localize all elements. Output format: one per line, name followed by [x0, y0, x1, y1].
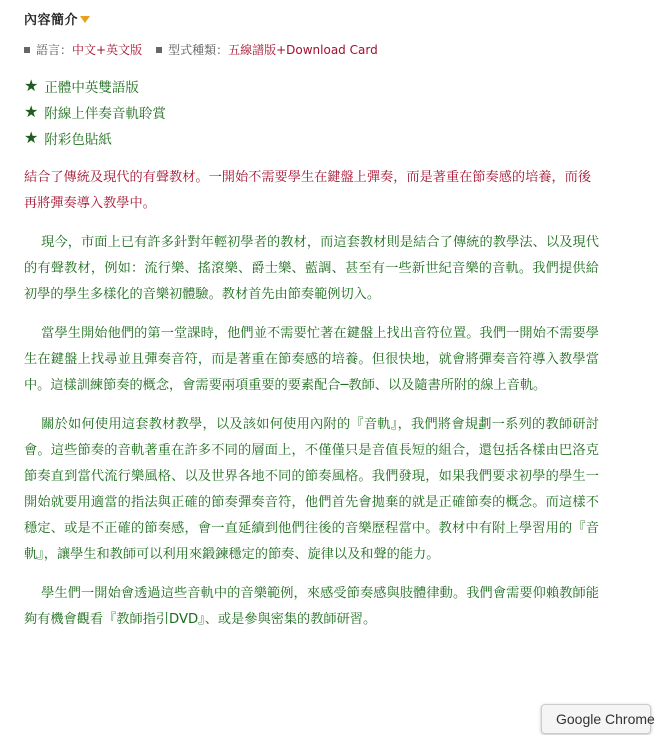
format-label: 型式種類： [168, 43, 229, 57]
square-icon [24, 47, 30, 53]
section-title: 內容簡介 [24, 12, 79, 28]
google-chrome-chip[interactable]: Google Chrome [541, 704, 651, 734]
product-meta-line [24, 41, 599, 59]
triangle-down-icon[interactable] [80, 16, 90, 23]
body-paragraph: 關於如何使用這套教材教學，以及該如何使用內附的『音軌』，我們將會規劃一系列的教師研討會。這些節奏的音軌著重在許多不同的層面上，不僅僅只是音值長短的組合，還包括各樣由巴洛克節奏直到當代流行樂風格、以及世界各地不同的節奏風格。我們發現，如果我們要求初學的學生一開始就要用適當的指法與正確的節奏彈奏音符，他們首先會拋棄的就是正確節奏的概念。而這樣不穩定、或是不正確的節奏感，會一直延續到他們往後的音樂歷程當中。教材中有附上學習用的『音軌』，讓學生和教師可以利用來鍛鍊穩定的節奏、旋律以及和聲的能力。 [24, 417, 599, 562]
body-paragraph: 現今，市面上已有許多針對年輕初學者的教材，而這套教材則是結合了傳統的教學法、以及現代的有聲教材，例如：流行樂、搖滾樂、爵士樂、藍調、甚至有一些新世紀音樂的音軌。我們提供給初學的學生多樣化的音樂初體驗。教材首先由節奏範例切入。 [24, 235, 599, 302]
intro-paragraph: 結合了傳統及現代的有聲教材。一開始不需要學生在鍵盤上彈奏，而是著重在節奏感的培養，而後再將彈奏導入教學中。 [24, 170, 592, 211]
feature-text: 附彩色貼紙 [44, 132, 112, 148]
language-label: 語言： [36, 43, 73, 57]
feature-text: 正體中英雙語版 [44, 80, 139, 96]
section-header[interactable] [24, 8, 599, 28]
star-icon: ★ [24, 76, 39, 95]
star-icon: ★ [24, 128, 39, 147]
format-value: 五線譜版+Download Card [228, 43, 378, 57]
star-icon: ★ [24, 102, 39, 121]
body-paragraph: 當學生開始他們的第一堂課時，他們並不需要忙著在鍵盤上找出音符位置。我們一開始不需要學生在鍵盤上找尋並且彈奏音符，而是著重在節奏感的培養。但很快地，就會將彈奏音符導入教學當中。這樣訓練節奏的概念，會需要兩項重要的要素配合─教師、以及隨書所附的線上音軌。 [24, 326, 599, 393]
feature-text: 附線上伴奏音軌聆賞 [44, 106, 166, 122]
body-paragraph: 學生們一開始會透過這些音軌中的音樂範例，來感受節奏感與肢體律動。我們會需要仰賴教師能夠有機會觀看『教師指引DVD』、或是參與密集的教師研習。 [24, 586, 599, 627]
feature-list [24, 73, 599, 151]
feature-item [24, 125, 599, 151]
feature-item [24, 99, 599, 125]
square-icon [156, 47, 162, 53]
language-value: 中文+英文版 [72, 43, 143, 57]
feature-item [24, 73, 599, 99]
